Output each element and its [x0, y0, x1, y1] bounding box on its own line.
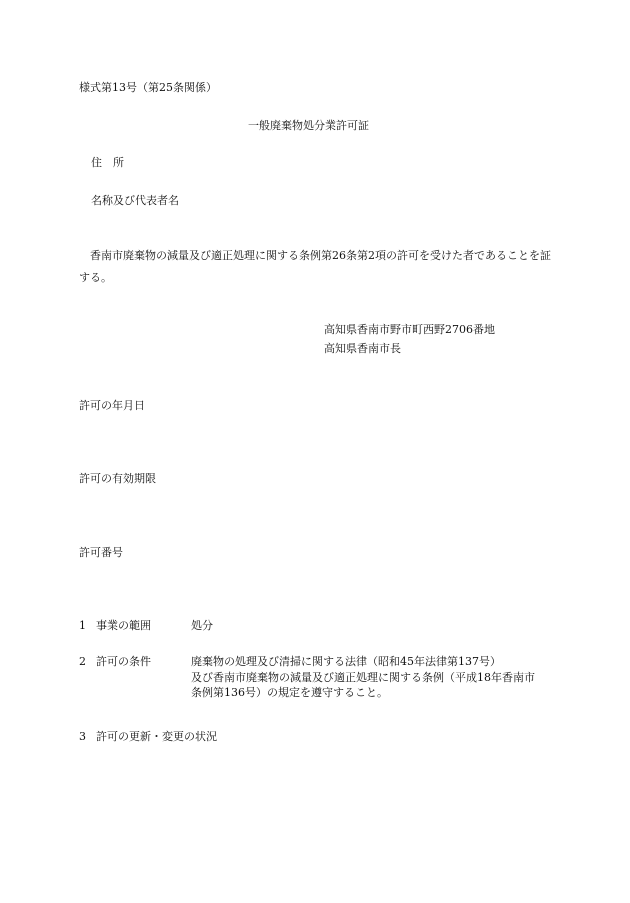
form-number: 様式第13号（第25条関係） — [79, 81, 217, 94]
certification-statement: 香南市廃棄物の減量及び適正処理に関する条例第26条第2項の許可を受けた者であることを証する。 — [79, 249, 551, 284]
conditions-line: 条例第136号）の規定を遵守すること。 — [191, 686, 388, 699]
item-renewal-label: 許可の更新・変更の状況 — [96, 730, 217, 743]
permit-number-label: 許可番号 — [79, 546, 123, 559]
issuer-title: 高知県香南市長 — [324, 342, 401, 355]
item-conditions-text — [191, 654, 561, 701]
name-representative-label: 名称及び代表者名 — [91, 194, 179, 207]
permit-date-label: 許可の年月日 — [79, 399, 145, 412]
item-scope-value: 処分 — [191, 619, 213, 632]
item-renewal-number: 3 — [79, 730, 86, 743]
conditions-line: 及び香南市廃棄物の減量及び適正処理に関する条例（平成18年香南市 — [191, 670, 535, 684]
item-scope-label: 事業の範囲 — [96, 619, 151, 632]
validity-period-label: 許可の有効期限 — [79, 472, 156, 485]
conditions-line: 廃棄物の処理及び清掃に関する法律（昭和45年法律第137号） — [191, 655, 501, 668]
item-conditions-number: 2 — [79, 655, 86, 668]
address-label: 住 所 — [91, 156, 124, 169]
item-conditions-label: 許可の条件 — [96, 655, 151, 668]
item-scope-number: 1 — [79, 619, 86, 632]
document-title: 一般廃棄物処分業許可証 — [248, 119, 369, 132]
issuer-address: 高知県香南市野市町西野2706番地 — [324, 323, 495, 336]
